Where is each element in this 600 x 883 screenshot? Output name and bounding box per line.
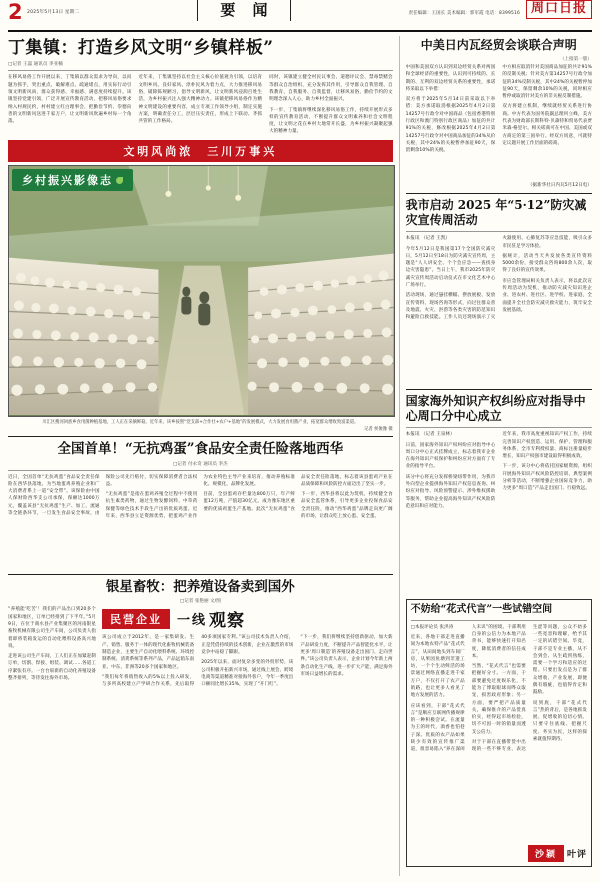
- divider: [8, 70, 393, 71]
- commentary-headline: 不妨给“花式代言”一些试错空间: [410, 604, 553, 616]
- commentary-stamp: 沙颍: [528, 845, 564, 862]
- tag-observation: 观察: [209, 611, 246, 632]
- main-column: [8, 36, 393, 876]
- editors-line: 责任编辑：王国长 美术编辑：郭军霞 电话：8399516: [408, 11, 520, 16]
- photo-credit: 记者 侯俊豫 摄: [364, 426, 393, 432]
- side-story1-para-2: 双方将于2025年5月14日前采取以下举措：美方承诺取消根据2025年4月2日第14257号行政令对中国商品（包括香港特别行政区和澳门特别行政区商品）加征的共计91%的关税，修改根据2025年4月2日第14257号行政令对中国商品加征的34%从价关税，其中24%的关税暂停加征90天，保留剩余10%的关税。: [405, 97, 496, 154]
- commentary-para-2: 应该看到，干部“花式代言”是顺应互联网传播规律的一种积极尝试。在流量为王的时代，酒香也怕巷子深。优质的农产品如果缺少有效的宣传推广渠道，很容易陷入“养在深闺人未识”的困境。干部利用自身的公信力为本地产品背书，能够快速打开知名度，降低消费者的信任成本。: [410, 624, 526, 753]
- lead-para-3: 同时，该镇建立健全村民议事会、道德评议会、禁毒禁赌会等群众自治组织，充分发挥其作用，引导群众自我管理、自我教育、自我服务、自我监督，让移风易俗、勤俭节约的文明理念深入人心，助力乡村全面振兴。: [269, 75, 393, 103]
- side-story1-para-3: 中方相应取消针对美国商品加征的共计91%的反制关税；针对美方第14257号行政令加征的34%反制关税，其中24%的关税暂停加征90天，保留剩余10%的关税，同时相应暂停或取消针对美方的非关税反制措施。: [502, 65, 592, 100]
- paper-logo: 周口日报: [526, 0, 592, 19]
- story3-para-5: 2025年以来，面对复杂多变的外贸形势，该公司积极开拓新兴市场，通过线上展会、跨境电商等渠道精准对接海外客户，今年一季度出口额同比增长35%，实现了“开门红”。: [201, 660, 294, 688]
- divider: [406, 427, 592, 428]
- side-story3-para-2: 该分中心将充分发挥桥梁纽带作用，为我市外向型企业提供海外知识产权信息查询、纠纷应对指导、风险预警提示、涉外维权援助等服务，帮助企业提高海外知识产权风险防范意识和应对能力。: [405, 474, 496, 509]
- section-title-wrap: [79, 0, 408, 21]
- section-title: 要 闻: [197, 0, 290, 21]
- photo-badge: [12, 169, 133, 191]
- tag-frontline: 一线: [177, 613, 208, 629]
- lead-para-1: 在移风易俗工作开展以来，丁集镇以群众需求为导向，以问题为抓手，突出重点、破解难点、疏通堵点，用实际行动引领文明新风尚，群众获得感、幸福感、满意度持续提升。该镇坚持党建引领，广泛开展宣传教育活动，把移风易俗要求纳入村规民约，村村建立红白理事会，把勤俭节约、崇德向善的文明新风送进千家万户，让文明新风吹遍乡村每一个角落。: [8, 75, 132, 125]
- story2-para-1: 近日，全国首单“无抗鸡蛋”食品安全责任保险在西华县落地，为当地蛋鸡养殖企业和广大消费者系上一道“安全带”。该保险由中国人保财险西华支公司承保，保额达1000万元，覆盖该县“无抗鸡蛋”生产、加工、流通等全链条环节，一旦发生食品安全事故，由保险公司先行赔付，切实保障消费者合法权益。: [8, 474, 198, 516]
- side-story3-headline: 国家海外知识产权纠纷应对指导中心周口分中心成立: [405, 394, 586, 424]
- side-story3-para-1: 日前，国家海外知识产权纠纷应对指导中心周口分中心正式挂牌成立，标志着我市企业在海外知识产权保护和纠纷应对方面有了专业的指导平台。: [405, 442, 496, 470]
- story3-body-left: [8, 606, 96, 766]
- lead-para-2: 近年来，丁集镇坚持以社会主义核心价值观为引领，以培育文明乡风、良好家风、淳朴民风为着力点，大力推进移风易俗，破除陈规陋习，倡导文明新风，让文明新风浸润百姓生活，为乡村振兴注入强大精神动力。该镇把移风易俗作为精神文明建设的重要内容，成立专项工作领导小组，制定实施方案，明确责任分工，层层压实责任，形成上下联动、齐抓共管的工作格局。: [138, 75, 263, 125]
- masthead-right: [409, 0, 592, 19]
- page-number: 2: [8, 0, 23, 24]
- commentary-para-5: 说到底，干部“花式代言”热的背后，是各地抓发展、促增收的迫切心情。只要守住底线、把握尺度、务实为民，这样的探索就值得期待。: [532, 700, 587, 742]
- side-story2-headline: 我市启动 2025 年“5·12”防灾减灾宣传周活动: [405, 198, 587, 228]
- side-story2-body: [406, 235, 592, 385]
- story2-byline: □记者 付永奇 通讯员 李杰: [172, 461, 228, 467]
- side-story2-para-2: 活动现场，通过悬挂横幅、摆放展板、发放宣传资料、现场咨询等形式，向过往群众普及地震、火灾、洪涝等各类灾害的防范知识和避险自救技能。工作人员还现场演示了灭火器使用、心肺复苏等应急技能，吸引众多市民驻足学习体验。: [405, 236, 592, 321]
- commentary-box: [406, 599, 592, 867]
- side-story1-body: [406, 64, 592, 180]
- story3-para-6: “下一步，我们将继续坚持创新驱动，加大新产品研发力度，不断提升产品智能化水平，让更多‘周口制造’的养殖设备走出国门、走向世界。”该公司负责人表示，企业计划今年新上两条自动化生产线，进一步扩大产能，满足海外市场日益增长的需求。: [300, 635, 393, 677]
- story2-para-2: “无抗鸡蛋”是指在蛋鸡养殖全过程中不使用抗生素类药物，通过生物发酵饲料、中草药保健等绿色技术手段生产出的优质鸡蛋。近年来，西华县立足资源优势，把蛋鸡产业作为农业特色主导产业来培育，推动养殖标准化、规模化、品牌化发展。: [105, 474, 295, 519]
- story3-para-1: “养殖能‘吃苦’！我们的产品出口到20多个国家和地区，订单已经排到了下半年。”5月9日，在位于商水县产业集聚区的河南银星畜牧机械有限公司生产车间，公司负责人指着即将装箱发运的自动化喂料设备高兴地说。: [8, 607, 96, 649]
- side-story1-source: （上接第一版）: [559, 57, 592, 62]
- commentary-stamp-suffix: 叶评: [566, 850, 587, 861]
- feature-photo: [8, 165, 395, 417]
- publication-date: 2025年5月13日 星期二: [27, 10, 80, 15]
- mushroom-farm-illustration: [9, 166, 394, 415]
- lead-byline: □记者 王磊 通讯员 李亚楠: [8, 62, 63, 68]
- story3-para-3: 该公司成立于2012年，是一家集研发、生产、销售、服务于一体的现代化畜牧机械装备制造企业，主要生产自动化喂料系统、环境控制系统、清粪系统等系列产品，产品远销东南亚、中东、非洲等20多个国家和地区。: [102, 635, 195, 670]
- side-story3-para-4: 下一步，该分中心将依托国家级资源，组织开展海外知识产权风险防控培训、典型案例分析等活动，不断增强企业国际竞争力，助力更多“周口造”产品走出国门、行稳致远。: [502, 464, 592, 492]
- lead-headline: 丁集镇：打造乡风文明“乡镇样板”: [8, 38, 274, 58]
- tag-private-enterprise: 民营企业: [102, 609, 170, 629]
- side-story3-para-3: 近年来，我市高度重视知识产权工作，持续完善知识产权创造、运用、保护、管理和服务体系，全市专利授权量、商标注册量稳步增长，知识产权强市建设取得积极成效。: [502, 432, 592, 460]
- photo-badge-label: 乡村振兴影像志: [22, 173, 113, 187]
- story2-para-4: 下一步，西华县将以此为契机，持续健全食品安全监管体系，引导更多企业投保食品安全责任险，推动“西华鸡蛋”品牌走向更广阔的市场，让群众吃上放心蛋、安全蛋。: [300, 492, 393, 519]
- story3-para-4: “我们每年将销售收入的5%以上投入研发，与多所高校建立产学研合作关系，先后取得40多项国家专利。”该公司技术负责人介绍，正是凭借持续的技术创新，企业在激烈的市场竞争中站稳了脚跟。: [102, 635, 294, 688]
- masthead: [8, 0, 592, 32]
- leaf-icon: [116, 177, 123, 184]
- red-banner: 文明风尚浓 三川万事兴: [8, 140, 393, 162]
- side-story1-footer: （据新华社日内瓦5月12日电）: [527, 183, 592, 188]
- divider: [8, 574, 393, 575]
- lead-body: [8, 74, 393, 135]
- story3-headline: 银星畜牧：把养殖设备卖到国外: [105, 578, 295, 595]
- commentary-byline: □本报评论员 张洪涛: [410, 624, 454, 630]
- lead-para-4: 下一步，丁集镇将继续深化移风易俗工作，持续开展形式多样的宣传教育活动，不断提升群众文明素养和社会文明程度，让文明之花在乡村大地常开长盛，为乡村振兴凝聚起强大的精神力量。: [269, 107, 393, 135]
- side-story3-byline: 本报讯 （记者 王泉林）: [405, 432, 455, 438]
- commentary-body: [411, 624, 587, 830]
- divider: [406, 193, 592, 194]
- commentary-para-3: 当然，“花式代言”也需要把握好分寸。一方面，干部要避免过度娱乐化，不能为了博取眼球而哗众取宠，损害政府形象；另一方面，要严把产品质量关，确保推介的产品货真价实，经得起市场检验，切不可因一时的销量而透支公信力。: [471, 664, 526, 735]
- divider: [406, 389, 592, 390]
- story3-byline: □记者 张艳丽 文/图: [179, 599, 221, 605]
- side-column: [399, 36, 592, 876]
- side-story2-para-1: 今年5月12日是我国第17个全国防灾减灾日，5月12日至18日为防灾减灾宣传周，主题是“人人讲安全、个个会应急——查找身边灾害隐患”。当日上午，我市2025年防灾减灾宣传周活动启动仪式在市文化艺术中心广场举行。: [405, 246, 496, 288]
- divider: [411, 620, 587, 621]
- story2-para-3: 目前，全县蛋鸡存栏量达800万只，年产鲜蛋12万吨，产值超30亿元，成为豫东地区重要的优质鸡蛋生产基地。此次“无抗鸡蛋”食品安全责任险落地，标志着该县蛋鸡产业在品质保障和风险防控方面迈出了坚实一步。: [203, 474, 393, 512]
- story3-para-2: 走进该公司生产车间，工人们正在加紧赶制订单，切割、焊接、组装、调试……各道工序紧张有序。一台台崭新的自动化养殖设备整齐排列，等待发往海外市场。: [8, 654, 96, 681]
- side-story2-para-3: 据统计，活动当天共发放各类宣传资料5000余份，接受群众咨询800余人次，取得了良好的宣传效果。: [502, 253, 592, 274]
- divider: [8, 436, 393, 437]
- story2-body: [8, 474, 393, 570]
- divider: [8, 470, 393, 471]
- side-story2-para-4: 市应急管理局相关负责人表示，将以此次宣传周活动为契机，推动防灾减灾知识进企业、进农村、进社区、进学校、进家庭，全面提升全社会防灾减灾救灾能力，筑牢安全发展基础。: [502, 278, 592, 313]
- commentary-para-1: 近来，各地干部走进直播间为本地农特产品“花式代言”，从田间地头到车间厂房，从果园鱼塘到非遗工坊，一个个生动鲜活的场景通过网络直播走进千家万户，不仅打开了农产品销路，也让更多人看见了地方发展的活力。: [410, 635, 465, 699]
- divider: [406, 231, 592, 232]
- side-story2-byline: 本报讯 （记者 王凯）: [405, 236, 451, 242]
- story3-body-right: [102, 634, 393, 784]
- page-columns: [8, 36, 592, 876]
- photo-caption: 川汇区搜河回族乡食用菌种植基地，工人正在采摘鲜菇。近年来，该乡按照“党支部+合作社+农户+基地”的发展模式，大力发展食用菌产业，拓宽群众增收致富渠道。: [42, 419, 359, 425]
- side-story1-para-4: 双方将建立机制，继续就经贸关系进行协商。中方代表为国务院副总理何立峰，美方代表为财政部长斯科特·贝森特和贸易代表贾米森·格里尔。相关磋商可在中国、美国或双方商定的第三国举行。经双方同意，可就特定议题开展工作层面的磋商。: [502, 104, 592, 146]
- commentary-para-4: 对于干部在直播带货中出现的一些不够专业、表达生涩等问题，公众不妨多一些宽容和理解，给予其一定的试错空间。毕竟，干部不是专业主播，从不会到会、从生疏到熟练，需要一个学习和适应的过程。只要出发点是为了群众增收、产业发展，即便偶有瑕疵，也值得肯定和鼓励。: [471, 624, 587, 753]
- side-story3-body: [406, 431, 592, 593]
- side-story1-headline: 中美日内瓦经贸会谈联合声明: [420, 38, 577, 52]
- side-story1-para-1: 中国和美国双方认识到双边经贸关系对两国和全球经济的重要性，认识到可持续的、长期的、互利的双边经贸关系的重要性，承诺将采取以下举措：: [405, 65, 496, 92]
- story2-headline: 全国首单！“无抗鸡蛋”食品安全责任险落地西华: [57, 440, 344, 457]
